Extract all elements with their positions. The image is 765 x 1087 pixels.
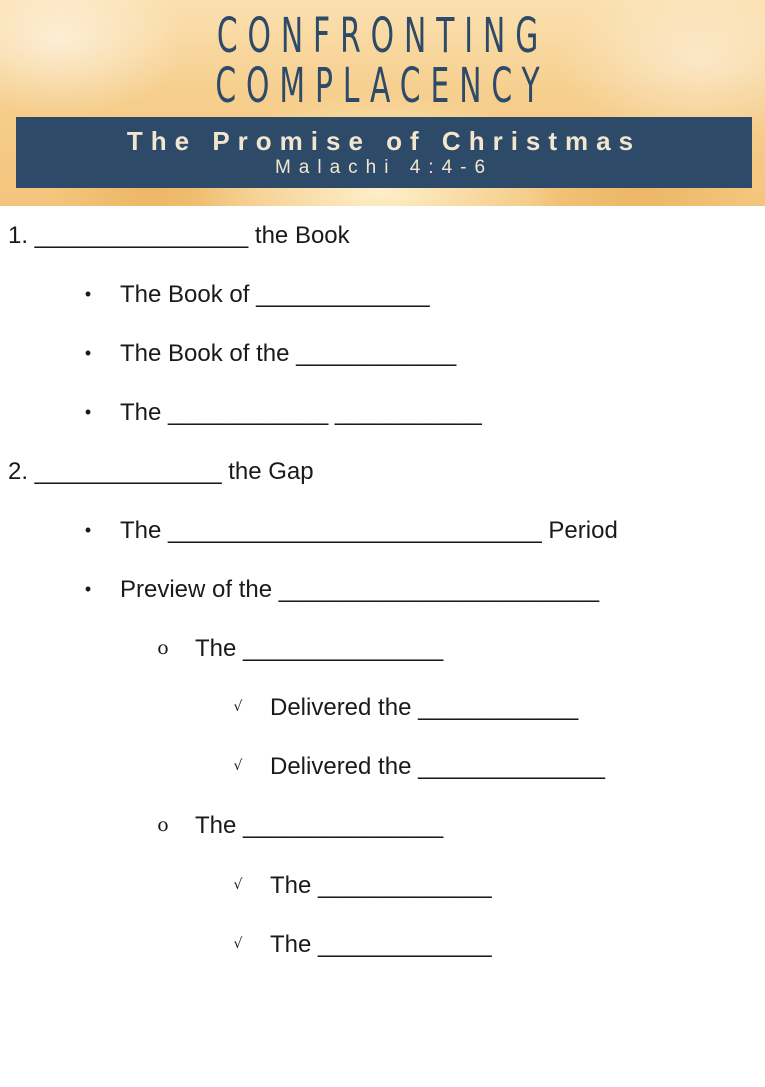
outline-subpoint bbox=[0, 560, 765, 619]
outline-detail bbox=[0, 915, 765, 974]
checkmark-icon: √ bbox=[233, 936, 243, 952]
bullet-icon: • bbox=[84, 579, 92, 599]
bullet-icon: • bbox=[84, 402, 92, 422]
outline-text: The _____________ bbox=[270, 931, 492, 958]
outline-text: The _______________ bbox=[195, 635, 444, 662]
bullet-icon: • bbox=[84, 343, 92, 363]
outline-sub-subpoint bbox=[0, 619, 765, 678]
scripture-reference: Malachi 4:4-6 bbox=[274, 157, 494, 178]
outline-text: The Book of the ____________ bbox=[120, 340, 457, 367]
sermon-banner bbox=[0, 0, 765, 206]
outline-subpoint bbox=[0, 383, 765, 442]
outline-detail bbox=[0, 856, 765, 915]
outline-subpoint bbox=[0, 501, 765, 560]
sermon-subtitle: The Promise of Christmas bbox=[126, 126, 642, 156]
bullet-icon: • bbox=[84, 284, 92, 304]
outline-text: Delivered the ____________ bbox=[270, 694, 579, 721]
circle-bullet-icon: o bbox=[157, 814, 169, 836]
series-title-line2: COMPLACENCY bbox=[215, 58, 550, 114]
outline-text: Delivered the ______________ bbox=[270, 753, 605, 780]
outline-text: The _______________ bbox=[195, 812, 444, 839]
outline-text: The Book of _____________ bbox=[120, 281, 430, 308]
checkmark-icon: √ bbox=[233, 877, 243, 893]
outline-sub-subpoint bbox=[0, 796, 765, 855]
outline-detail bbox=[0, 737, 765, 796]
outline-subpoint bbox=[0, 265, 765, 324]
outline-text: The ____________ ___________ bbox=[120, 399, 482, 426]
outline-detail bbox=[0, 678, 765, 737]
series-title-line1: CONFRONTING bbox=[216, 8, 549, 64]
bullet-icon: • bbox=[84, 520, 92, 540]
outline-text: 1. ________________ the Book bbox=[8, 222, 350, 249]
checkmark-icon: √ bbox=[233, 758, 243, 774]
outline-point-2 bbox=[0, 442, 765, 501]
outline-text: The _____________ bbox=[270, 872, 492, 899]
outline-subpoint bbox=[0, 324, 765, 383]
outline-point-1 bbox=[0, 206, 765, 265]
outline-text: Preview of the ________________________ bbox=[120, 576, 600, 603]
circle-bullet-icon: o bbox=[157, 637, 169, 659]
subtitle-box bbox=[16, 117, 752, 188]
outline-text: The ____________________________ Period bbox=[120, 517, 618, 544]
outline-text: 2. ______________ the Gap bbox=[8, 458, 314, 485]
checkmark-icon: √ bbox=[233, 699, 243, 715]
